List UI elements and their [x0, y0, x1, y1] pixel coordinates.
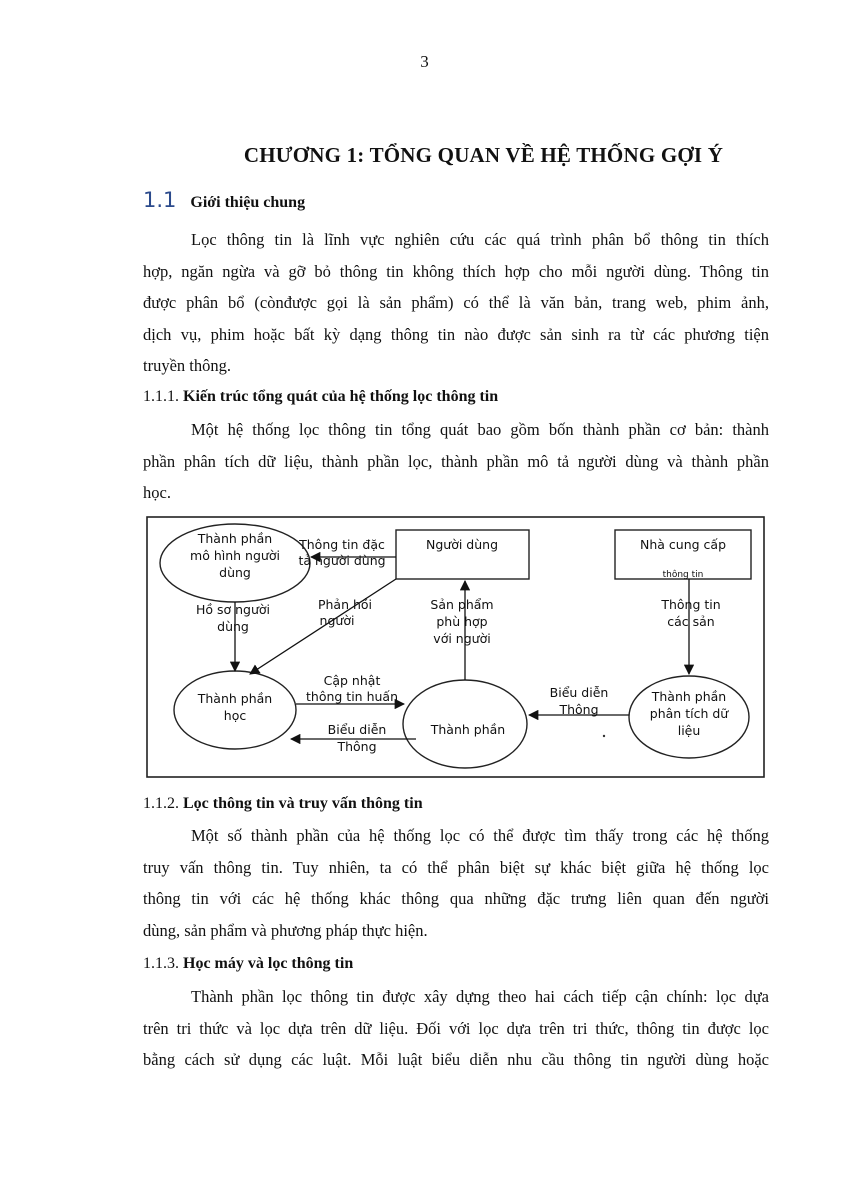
text-line: Một hệ thống lọc thông tin tổng quát bao gồm bốn thành phần cơ bản: thành [191, 420, 769, 439]
dot-mark [603, 735, 605, 737]
architecture-paragraph [143, 414, 769, 509]
analysis-label: Thành phần [651, 689, 727, 704]
page-number: 3 [420, 52, 429, 71]
text-line: thông tin với các hệ thống khác thông qua những đặc trưng liên quan đến người [143, 889, 769, 908]
user-model-label: dùng [219, 565, 251, 580]
user-model-label: Thành phần [197, 531, 273, 546]
represent-left-label: Thông [337, 739, 377, 754]
user-label: Người dùng [425, 537, 499, 552]
intro-paragraph [143, 224, 769, 382]
product-info-label: Thông tin [661, 597, 721, 612]
user-info-label: tả người dùng [298, 553, 386, 568]
section-heading [143, 188, 305, 212]
represent-left-label: Biểu diễn [327, 722, 387, 737]
text-line: bằng cách sử dụng các luật. Mỗi luật biểu diễn nhu cầu thông tin người dùng hoặc [143, 1050, 769, 1069]
learning-label: Thành phần [197, 691, 273, 706]
user-model-label: mô hình người [190, 548, 280, 563]
product-info-label: các sản [667, 614, 715, 629]
feedback-label: người [319, 613, 355, 628]
products-label: Sản phẩm [430, 597, 494, 612]
provider-label: thông tin [662, 570, 704, 580]
subsection-title: Lọc thông tin và truy vấn thông tin [183, 795, 423, 812]
text-line: Lọc thông tin là lĩnh vực nghiên cứu các quá trình phân bổ thông tin thích [191, 230, 769, 249]
represent-right-label: Thông [559, 702, 599, 717]
learning-label: học [223, 708, 247, 723]
section-title: Giới thiệu chung [190, 194, 306, 211]
text-line: truy vấn thông tin. Tuy nhiên, ta có thể phân biệt sự khác biệt giữa hệ thống lọc [143, 857, 769, 877]
update-label: thông tin huấn [306, 689, 398, 704]
text-line: dùng, sản phẩm và phương pháp thực hiện. [143, 920, 428, 940]
update-label: Cập nhật [323, 673, 381, 688]
text-line: truyền thông. [143, 356, 231, 375]
chapter-title: CHƯƠNG 1: TỔNG QUAN VỀ HỆ THỐNG GỢI Ý [243, 143, 724, 167]
subsection-number: 1.1.3. [143, 955, 179, 972]
feedback-label: Phản hồi [317, 597, 373, 612]
analysis-label: liệu [677, 723, 701, 738]
subsection-number: 1.1.2. [143, 795, 179, 812]
section-number: 1.1 [143, 188, 177, 212]
text-line: được phân bổ (cònđược gọi là sản phẩm) có thể là văn bản, trang web, phim ảnh, [143, 293, 769, 312]
ml-paragraph [143, 981, 769, 1076]
provider-label: Nhà cung cấp [640, 537, 726, 552]
text-line: hợp, ngăn ngừa và gỡ bỏ thông tin không thích hợp cho mỗi người dùng. Thông tin [143, 261, 769, 281]
subsection-title: Kiến trúc tổng quát của hệ thống lọc thông tin [183, 388, 499, 405]
user-info-label: Thông tin đặc [299, 537, 385, 552]
filter-label: Thành phần [430, 722, 506, 737]
subsection-heading-2 [143, 795, 423, 813]
analysis-label: phân tích dữ [649, 706, 729, 721]
represent-right-label: Biểu diễn [549, 685, 609, 700]
subsection-heading-1 [143, 388, 498, 406]
text-line: Một số thành phần của hệ thống lọc có thể được tìm thấy trong các hệ thống [191, 826, 769, 845]
subsection-heading-3 [143, 955, 353, 973]
profile-label: dùng [217, 619, 249, 634]
subsection-number: 1.1.1. [143, 388, 179, 405]
text-line: phần phân tích dữ liệu, thành phần lọc, thành phần mô tả người dùng và thành phần [143, 451, 769, 471]
text-line: Thành phần lọc thông tin được xây dựng theo hai cách tiếp cận chính: lọc dựa [191, 987, 769, 1006]
architecture-diagram [146, 513, 766, 781]
text-line: học. [143, 483, 171, 502]
products-label: với người [433, 631, 491, 646]
text-line: dịch vụ, phim hoặc bất kỳ dạng thông tin nào được sản sinh ra từ các phương tiện [143, 324, 769, 344]
profile-label: Hồ sơ người [195, 602, 271, 617]
subsection-title: Học máy và lọc thông tin [183, 955, 354, 972]
retrieval-paragraph [143, 820, 769, 946]
text-line: trên tri thức và lọc dựa trên dữ liệu. Đối với lọc dựa trên tri thức, thông tin được lọc [143, 1018, 769, 1038]
products-label: phù hợp [436, 614, 488, 629]
